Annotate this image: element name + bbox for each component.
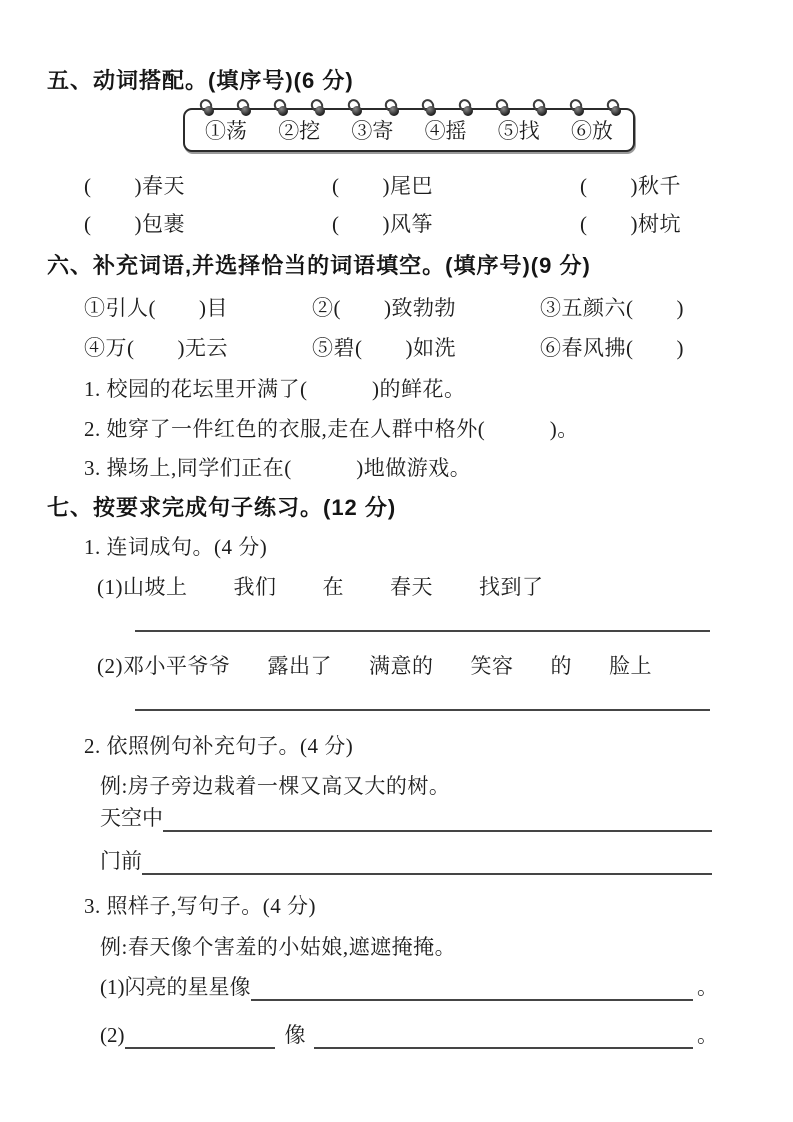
verb-option: ①荡	[205, 119, 247, 143]
binder-ring-icon	[312, 100, 325, 116]
word-token: 露出了	[267, 654, 332, 678]
simile-sentence-2	[100, 1021, 718, 1049]
binder-ring-icon	[275, 100, 288, 116]
word-token: (2)邓小平爷爷	[97, 654, 231, 678]
binder-ring-icon	[423, 100, 436, 116]
sentence-period: 。	[697, 975, 718, 999]
fill-sentence-3: 3. 操场上,同学们正在( )地做游戏。	[84, 456, 472, 480]
verb-option: ②挖	[278, 119, 321, 143]
answer-line	[163, 804, 712, 832]
binder-ring-icon	[238, 100, 251, 116]
match-row-1	[84, 170, 793, 200]
word-token: 在	[322, 575, 344, 599]
match-item: ( )尾巴	[332, 174, 433, 198]
binder-ring-icon	[497, 100, 510, 116]
answer-line	[251, 973, 694, 1001]
word-completion-item: ③五颜六( )	[540, 296, 684, 320]
section-5-title: 五、动词搭配。(填序号)(6 分)	[47, 68, 354, 93]
word-token: 的	[550, 654, 572, 678]
word-token: (1)山坡上	[97, 575, 188, 599]
match-item: ( )树坑	[580, 212, 681, 236]
answer-line	[314, 1021, 694, 1049]
sentence-prefix: 门前	[100, 849, 142, 873]
binder-rings	[201, 100, 621, 116]
word-completion-item: ⑤碧( )如洗	[312, 336, 456, 360]
verb-option: ③寄	[351, 119, 394, 143]
sentence-connector: 像	[284, 1023, 306, 1047]
word-completion-row-2	[84, 332, 768, 362]
word-completion-item: ⑥春风拂( )	[540, 336, 684, 360]
answer-line	[135, 606, 710, 632]
fill-sentence-1: 1. 校园的花坛里开满了( )的鲜花。	[84, 377, 466, 401]
answer-line	[125, 1021, 275, 1049]
subsection-1-title: 1. 连词成句。(4 分)	[84, 535, 268, 559]
match-item: ( )包裹	[84, 212, 185, 236]
simile-sentence-1	[100, 973, 718, 1001]
answer-line	[142, 847, 712, 875]
scrambled-words-1	[97, 571, 544, 601]
sentence-prefix: (1)闪亮的星星像	[100, 975, 251, 999]
scrambled-words-2	[97, 650, 652, 680]
word-completion-item: ②( )致勃勃	[312, 296, 456, 320]
word-token: 脸上	[609, 654, 652, 678]
fill-sentence-2: 2. 她穿了一件红色的衣服,走在人群中格外( )。	[84, 417, 579, 441]
binder-ring-icon	[386, 100, 399, 116]
subsection-3-title: 3. 照样子,写句子。(4 分)	[84, 894, 316, 918]
complete-sentence-sky	[100, 804, 712, 832]
subsection-2-title: 2. 依照例句补充句子。(4 分)	[84, 734, 354, 758]
binder-ring-icon	[534, 100, 547, 116]
section-6-title: 六、补充词语,并选择恰当的词语填空。(填序号)(9 分)	[47, 253, 591, 278]
match-item: ( )春天	[84, 174, 185, 198]
example-sentence: 例:房子旁边栽着一棵又高又大的树。	[100, 774, 451, 798]
sentence-prefix: 天空中	[100, 806, 163, 830]
verb-option: ⑥放	[570, 119, 613, 143]
word-token: 找到了	[479, 575, 544, 599]
section-7-title: 七、按要求完成句子练习。(12 分)	[47, 495, 397, 520]
word-token: 我们	[233, 575, 277, 599]
complete-sentence-door	[100, 847, 712, 875]
word-token: 满意的	[369, 654, 434, 678]
match-item: ( )秋千	[580, 174, 681, 198]
example-sentence: 例:春天像个害羞的小姑娘,遮遮掩掩。	[100, 935, 457, 959]
verb-option: ⑤找	[497, 119, 540, 143]
binder-ring-icon	[201, 100, 214, 116]
binder-ring-icon	[608, 100, 621, 116]
binder-ring-icon	[460, 100, 473, 116]
verb-bank-items	[185, 110, 633, 150]
answer-line	[135, 685, 710, 711]
verb-word-bank	[183, 108, 635, 152]
binder-ring-icon	[571, 100, 584, 116]
sentence-period: 。	[697, 1023, 718, 1047]
word-token: 笑容	[470, 654, 514, 678]
word-completion-row-1	[84, 292, 768, 322]
verb-option: ④摇	[424, 119, 467, 143]
word-token: 春天	[390, 575, 433, 599]
match-item: ( )风筝	[332, 212, 433, 236]
sentence-prefix: (2)	[100, 1023, 125, 1047]
match-row-2	[84, 208, 793, 238]
word-completion-item: ④万( )无云	[84, 336, 228, 360]
word-completion-item: ①引人( )目	[84, 296, 228, 320]
binder-ring-icon	[349, 100, 362, 116]
